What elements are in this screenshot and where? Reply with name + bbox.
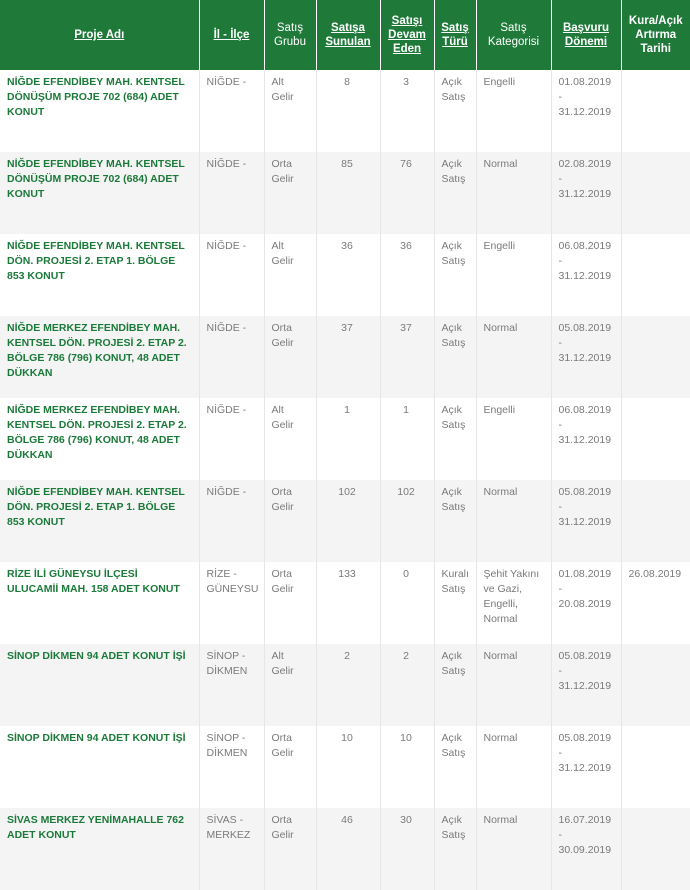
- sale-type: Açık Satış: [434, 726, 476, 808]
- lottery-date: [621, 234, 690, 316]
- sale-category: Normal: [476, 316, 551, 398]
- ongoing-count: 2: [380, 644, 434, 726]
- lottery-date: [621, 316, 690, 398]
- col-satisa-sunulan[interactable]: Satışa Sunulan: [316, 0, 380, 70]
- province-district: NİĞDE -: [199, 480, 264, 562]
- table-row: [0, 726, 690, 808]
- lottery-date: 26.08.2019: [621, 562, 690, 644]
- project-name-link[interactable]: NİĞDE EFENDİBEY MAH. KENTSEL DÖN. PROJESİ 2. ETAP 1. BÖLGE 853 KONUT: [0, 480, 199, 562]
- ongoing-count: 1: [380, 398, 434, 480]
- table-row: [0, 398, 690, 480]
- offered-count: 102: [316, 480, 380, 562]
- table-row: [0, 152, 690, 234]
- sales-group: Alt Gelir: [264, 70, 316, 152]
- col-proje-adi[interactable]: Proje Adı: [0, 0, 199, 70]
- ongoing-count: 102: [380, 480, 434, 562]
- offered-count: 10: [316, 726, 380, 808]
- project-name-link[interactable]: RİZE İLİ GÜNEYSU İLÇESİ ULUCAMİİ MAH. 158 ADET KONUT: [0, 562, 199, 644]
- sale-type: Açık Satış: [434, 480, 476, 562]
- application-period: 02.08.2019 - 31.12.2019: [551, 152, 621, 234]
- lottery-date: [621, 70, 690, 152]
- sale-type: Açık Satış: [434, 808, 476, 890]
- offered-count: 8: [316, 70, 380, 152]
- sales-group: Alt Gelir: [264, 398, 316, 480]
- project-name-link[interactable]: NİĞDE EFENDİBEY MAH. KENTSEL DÖN. PROJESİ 2. ETAP 1. BÖLGE 853 KONUT: [0, 234, 199, 316]
- project-name-link[interactable]: NİĞDE MERKEZ EFENDİBEY MAH. KENTSEL DÖN. PROJESİ 2. ETAP 2. BÖLGE 786 (796) KONUT, 48 ADET DÜKKAN: [0, 398, 199, 480]
- sale-type: Açık Satış: [434, 644, 476, 726]
- lottery-date: [621, 398, 690, 480]
- province-district: SİNOP - DİKMEN: [199, 644, 264, 726]
- province-district: NİĞDE -: [199, 398, 264, 480]
- ongoing-count: 0: [380, 562, 434, 644]
- offered-count: 2: [316, 644, 380, 726]
- table-row: [0, 70, 690, 152]
- sales-group: Orta Gelir: [264, 726, 316, 808]
- table-row: [0, 234, 690, 316]
- application-period: 05.08.2019 - 31.12.2019: [551, 644, 621, 726]
- province-district: NİĞDE -: [199, 152, 264, 234]
- project-name-link[interactable]: NİĞDE EFENDİBEY MAH. KENTSEL DÖNÜŞÜM PROJE 702 (684) ADET KONUT: [0, 152, 199, 234]
- application-period: 01.08.2019 - 20.08.2019: [551, 562, 621, 644]
- sale-category: Şehit Yakını ve Gazi, Engelli, Normal: [476, 562, 551, 644]
- sales-group: Orta Gelir: [264, 808, 316, 890]
- sale-type: Açık Satış: [434, 316, 476, 398]
- ongoing-count: 37: [380, 316, 434, 398]
- province-district: NİĞDE -: [199, 316, 264, 398]
- sales-group: Orta Gelir: [264, 316, 316, 398]
- project-name-link[interactable]: SİNOP DİKMEN 94 ADET KONUT İŞİ: [0, 644, 199, 726]
- offered-count: 36: [316, 234, 380, 316]
- project-name-link[interactable]: NİĞDE MERKEZ EFENDİBEY MAH. KENTSEL DÖN. PROJESİ 2. ETAP 2. BÖLGE 786 (796) KONUT, 48 ADET DÜKKAN: [0, 316, 199, 398]
- col-satisi-devam-eden[interactable]: Satışı Devam Eden: [380, 0, 434, 70]
- lottery-date: [621, 644, 690, 726]
- sale-category: Engelli: [476, 398, 551, 480]
- application-period: 16.07.2019 - 30.09.2019: [551, 808, 621, 890]
- application-period: 06.08.2019 - 31.12.2019: [551, 398, 621, 480]
- ongoing-count: 3: [380, 70, 434, 152]
- sale-category: Engelli: [476, 234, 551, 316]
- ongoing-count: 10: [380, 726, 434, 808]
- sale-category: Normal: [476, 480, 551, 562]
- sale-category: Normal: [476, 726, 551, 808]
- application-period: 06.08.2019 - 31.12.2019: [551, 234, 621, 316]
- sales-group: Alt Gelir: [264, 644, 316, 726]
- application-period: 05.08.2019 - 31.12.2019: [551, 480, 621, 562]
- col-basvuru-donemi[interactable]: Başvuru Dönemi: [551, 0, 621, 70]
- project-name-link[interactable]: SİVAS MERKEZ YENİMAHALLE 762 ADET KONUT: [0, 808, 199, 890]
- sales-group: Alt Gelir: [264, 234, 316, 316]
- sales-group: Orta Gelir: [264, 480, 316, 562]
- sale-category: Normal: [476, 152, 551, 234]
- application-period: 05.08.2019 - 31.12.2019: [551, 316, 621, 398]
- province-district: NİĞDE -: [199, 70, 264, 152]
- offered-count: 85: [316, 152, 380, 234]
- ongoing-count: 30: [380, 808, 434, 890]
- sale-category: Engelli: [476, 70, 551, 152]
- col-satis-grubu: Satış Grubu: [264, 0, 316, 70]
- offered-count: 1: [316, 398, 380, 480]
- lottery-date: [621, 726, 690, 808]
- province-district: SİVAS - MERKEZ: [199, 808, 264, 890]
- province-district: SİNOP - DİKMEN: [199, 726, 264, 808]
- table-row: [0, 808, 690, 890]
- ongoing-count: 76: [380, 152, 434, 234]
- application-period: 01.08.2019 - 31.12.2019: [551, 70, 621, 152]
- sale-category: Normal: [476, 644, 551, 726]
- offered-count: 46: [316, 808, 380, 890]
- offered-count: 133: [316, 562, 380, 644]
- header-row: [0, 0, 690, 70]
- offered-count: 37: [316, 316, 380, 398]
- lottery-date: [621, 480, 690, 562]
- province-district: NİĞDE -: [199, 234, 264, 316]
- sales-group: Orta Gelir: [264, 152, 316, 234]
- sale-category: Normal: [476, 808, 551, 890]
- sale-type: Kuralı Satış: [434, 562, 476, 644]
- lottery-date: [621, 152, 690, 234]
- table-row: [0, 644, 690, 726]
- ongoing-count: 36: [380, 234, 434, 316]
- application-period: 05.08.2019 - 31.12.2019: [551, 726, 621, 808]
- project-name-link[interactable]: NİĞDE EFENDİBEY MAH. KENTSEL DÖNÜŞÜM PROJE 702 (684) ADET KONUT: [0, 70, 199, 152]
- sale-type: Açık Satış: [434, 398, 476, 480]
- table-row: [0, 480, 690, 562]
- col-satis-turu[interactable]: Satış Türü: [434, 0, 476, 70]
- col-satis-kategorisi: Satış Kategorisi: [476, 0, 551, 70]
- col-il-ilce[interactable]: İl - İlçe: [199, 0, 264, 70]
- table-row: [0, 562, 690, 644]
- sale-type: Açık Satış: [434, 152, 476, 234]
- project-name-link[interactable]: SİNOP DİKMEN 94 ADET KONUT İŞİ: [0, 726, 199, 808]
- sale-type: Açık Satış: [434, 234, 476, 316]
- sales-group: Orta Gelir: [264, 562, 316, 644]
- sale-type: Açık Satış: [434, 70, 476, 152]
- province-district: RİZE - GÜNEYSU: [199, 562, 264, 644]
- col-kura-tarihi: Kura/Açık Artırma Tarihi: [621, 0, 690, 70]
- table-row: [0, 316, 690, 398]
- lottery-date: [621, 808, 690, 890]
